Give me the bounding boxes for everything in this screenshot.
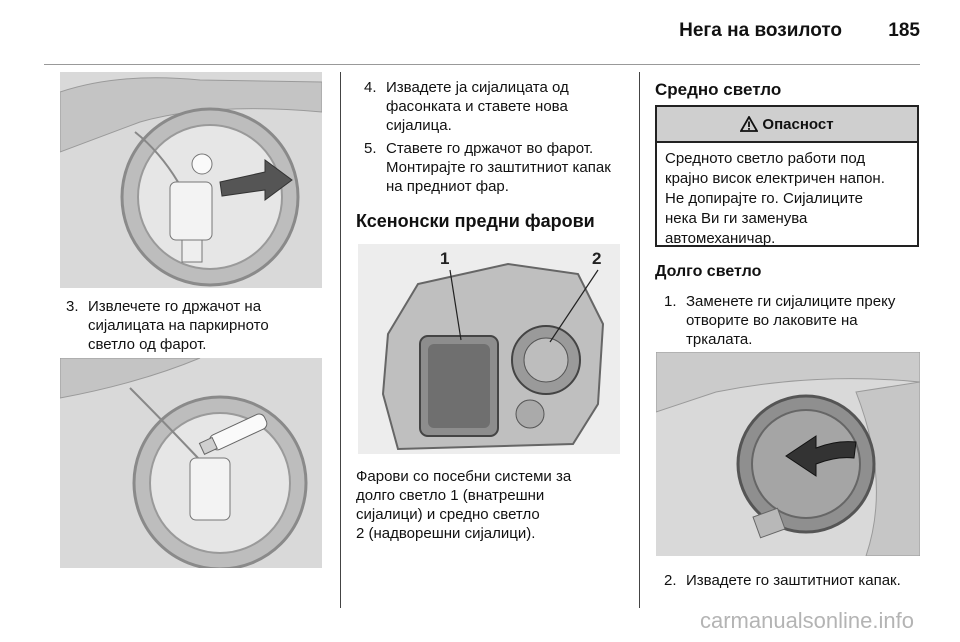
step-1-line: отворите во лаковите на	[686, 312, 858, 329]
step-1-line: Заменете ги сијалиците преку	[686, 293, 896, 310]
caption-line: Фарови со посебни системи за	[356, 468, 572, 485]
step-5-line: Ставете го држачот во фарот.	[386, 140, 594, 157]
step-2-line: Извадете го заштитниот капак.	[686, 572, 901, 589]
figure-label-2: 2	[592, 249, 602, 268]
step-4: 4. Извадете ја сијалицата од фасонката и ставете нова сијалица.	[364, 79, 569, 134]
xenon-figure-caption	[356, 467, 636, 543]
caption-line: сијалици) и средно светло	[356, 506, 540, 523]
figure-label-1: 1	[440, 249, 450, 268]
figure-wheel-arch-cover	[656, 352, 920, 556]
warning-line: автомеханичар.	[665, 230, 776, 247]
header-rule	[44, 64, 920, 65]
step-3-line: светло од фарот.	[88, 336, 207, 353]
column-divider-left	[340, 72, 341, 608]
warning-heading: Опасност	[762, 115, 834, 133]
step-3: 3. Извлечете го држачот на сијалицата на паркирното светло од фарот.	[66, 298, 269, 353]
step-3-line: Извлечете го држачот на	[88, 298, 262, 315]
step-4-line: сијалица.	[386, 117, 452, 134]
warning-line: крајно висок електричен напон.	[665, 170, 885, 187]
step-5-line: Монтирајте го заштитниот капак	[386, 159, 611, 176]
warning-box	[655, 105, 919, 247]
caption-line: 2 (надворешни сијалици).	[356, 525, 536, 542]
step-1-line: тркалата.	[686, 331, 753, 348]
step-3-line: сијалицата на паркирното	[88, 317, 269, 334]
warning-line: Не допирајте го. Сијалиците	[665, 190, 864, 207]
section-title-low-beam: Средно светло	[655, 80, 782, 99]
warning-body	[657, 143, 917, 255]
figure-xenon-headlamp	[358, 244, 620, 454]
figure-bulb-replacement	[60, 358, 322, 568]
step-1: 1. Заменете ги сијалиците преку отворите во лаковите на тркалата.	[664, 293, 896, 348]
section-title-xenon: Ксенонски предни фарови	[356, 211, 595, 231]
step-2: 2. Извадете го заштитниот капак.	[664, 572, 901, 589]
subsection-title-high-beam: Долго светло	[655, 263, 762, 280]
warning-line: нека Ви ги заменува	[665, 210, 808, 227]
warning-header	[657, 107, 917, 143]
column-divider-right	[639, 72, 640, 608]
step-4-line: фасонката и ставете нова	[386, 98, 568, 115]
page-header	[0, 14, 960, 54]
step-4-line: Извадете ја сијалицата од	[386, 79, 569, 96]
warning-line: Средното светло работи под	[665, 150, 866, 167]
step-5: 5. Ставете го држачот во фарот. Монтирајте го заштитниот капак на предниот фар.	[364, 140, 611, 195]
page-title: Нега на возилото	[679, 20, 842, 41]
watermark: carmanualsonline.info	[699, 608, 914, 633]
page-number: 185	[888, 20, 920, 41]
figure-bulb-holder-removal	[60, 72, 322, 288]
warning-triangle-icon	[740, 116, 758, 132]
step-5-line: на предниот фар.	[386, 178, 509, 195]
caption-line: долго светло 1 (внатрешни	[356, 487, 545, 504]
